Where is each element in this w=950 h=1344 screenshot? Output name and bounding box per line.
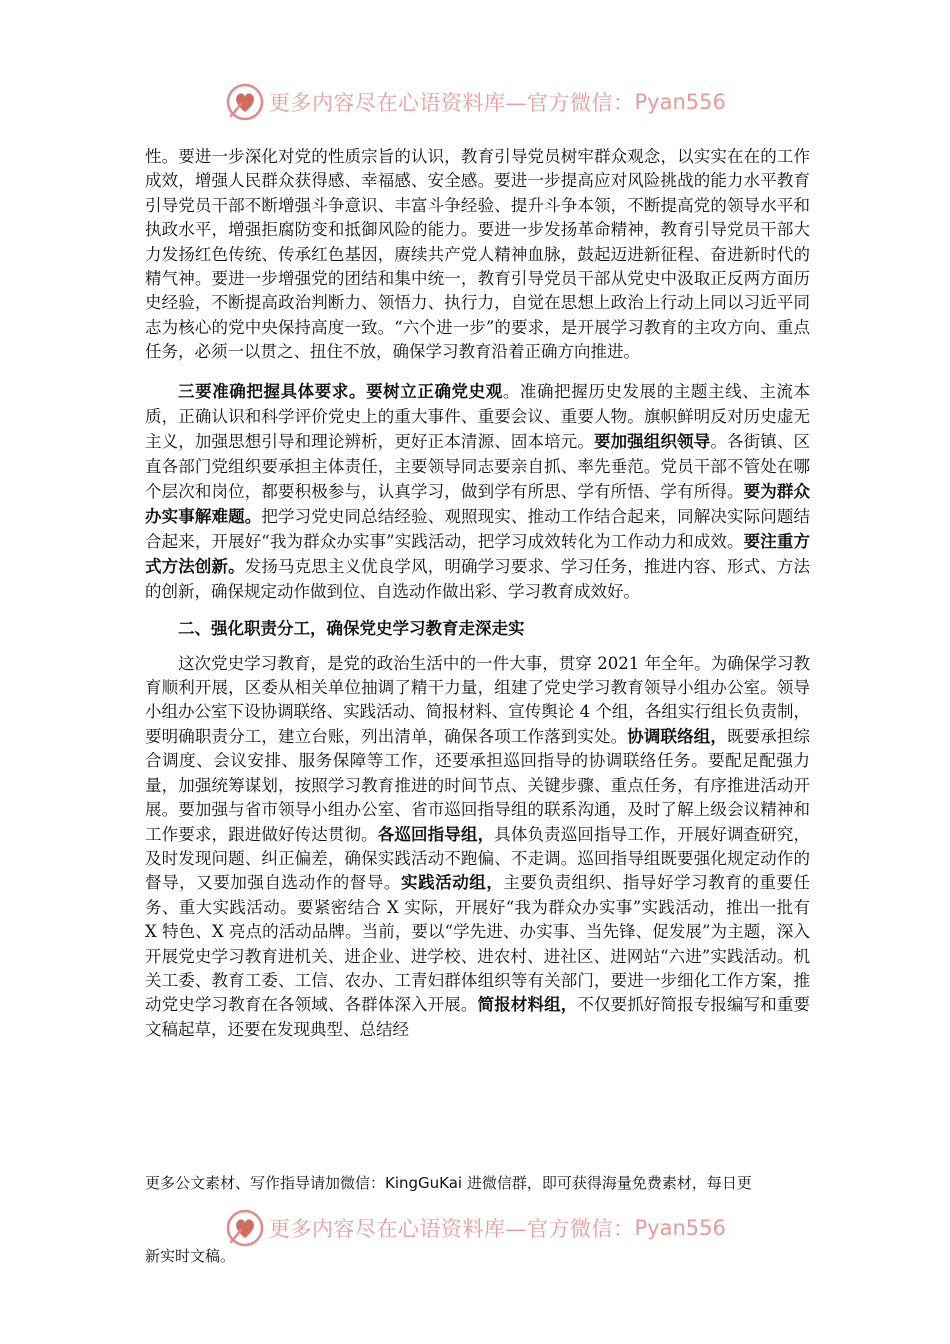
paragraph-text: 既要承担综合调度、会议安排、服务保障等工作，还要承担巡回指导的协调联络任务。要配足配强力量，加强统筹谋划，按照学习教育推进的时间节点、关键步骤、重点任务，有序推进活动开展。要加强与省市领导小组办公室、省市巡回指导组的联系沟通，及时了解上级会议精神和工作要求，跟进做好传达贯彻。 [145,726,811,844]
paragraph-text: 把学习党史同总结经验、观照现实、推动工作结合起来，同解决实际问题结合起来，开展好“我为群众办实事”实践活动，把学习成效转化为工作动力和成效。 [145,506,811,551]
watermark-account: Pyan556 [634,1216,726,1240]
bold-lead: 协调联络组， [627,726,727,746]
watermark-text: 更多内容尽在心语资料库—官方微信： [269,91,635,115]
paragraph-requirements [145,379,810,604]
paragraph-text: 。各街镇、区直各部门党组织要承担主体责任，主要领导同志要亲自抓、率先垂范。党员干部不管处在哪个层次和岗位，都要积极参与，认真学习，做到学有所思、学有所悟、学有所得。 [145,431,811,501]
watermark-text: 更多内容尽在心语资料库—官方微信： [269,1217,635,1241]
bold-lead: 三要准确把握具体要求。要树立正确党史观 [178,381,503,401]
paragraph-text: 。准确把握历史发展的主题主线、主流本质，正确认识和科学评价党史上的重大事件、重要会议、重要人物。旗帜鲜明反对历史虚无主义，加强思想引导和理论辨析，更好正本清源、固本培元。 [145,381,811,451]
bold-lead: 要注重方式方法创新。 [145,531,811,576]
bold-lead: 要加强组织领导 [593,431,711,451]
paragraph-responsibilities [145,652,810,1043]
bold-lead: 简报材料组， [477,995,578,1015]
footer-note-tail: 新实时文稿。 [145,1247,236,1265]
paragraph-text: 主要负责组织、指导好学习教育的重要任务、重大实践活动。要紧密结合 X 实际，开展好“我为群众办实事”实践活动，推出一批有 X 特色、X 亮点的活动品牌。当前，要以“学先进、办实事、当先锋、促发展”为主题，深入开展党史学习教育进机关、进企业、进学校、进农村、进社区、进网站“六进”实践活动。机关工委、教育工委、工信、农办、工青妇群体组织等有关部门，要进一步细化工作方案，推动党史学习教育在各领域、各群体深入开展。 [145,873,811,1015]
watermark-banner-top [225,80,726,124]
paragraph-text: 具体负责巡回指导工作，开展好调查研究，及时发现问题、纠正偏差，确保实践活动不跑偏、不走调。巡回指导组既要强化规定动作的督导，又要加强自选动作的督导。 [145,824,811,893]
section-heading: 二、强化职责分工，确保党史学习教育走深走实 [178,618,525,638]
bold-lead: 要为群众办实事解难题。 [145,481,811,526]
paragraph-text: 不仅要抓好简报专报编写和重要文稿起草，还要在发现典型、总结经 [145,995,811,1039]
paragraph-text: 这次党史学习教育，是党的政治生活中的一件大事，贯穿 2021 年全年。为确保学习教育顺利开展，区委从相关单位抽调了精干力量，组建了党史学习教育领导小组办公室。领导小组办公室下设协调联络、实践活动、简报材料、宣传舆论 4 个组，各组实行组长负责制，要明确职责分工，建立台账，列出清单，确保各项工作落到实处。 [145,653,810,746]
paragraph-text: 发扬马克思主义优良学风，明确学习要求、学习任务，推进内容、形式、方法的创新，确保规定动作做到位、自选动作做出彩、学习教育成效好。 [145,556,811,601]
paragraph-text: 性。要进一步深化对党的性质宗旨的认识，教育引导党员树牢群众观念，以实实在在的工作成效，增强人民群众获得感、幸福感、安全感。要进一步提高应对风险挑战的能力水平教育引导党员干部不断增强斗争意识、丰富斗争经验、提升斗争本领，不断提高党的领导水平和执政水平，增强拒腐防变和抵御风险的能力。要进一步发扬革命精神，教育引导党员干部大力发扬红色传统、传承红色基因，赓续共产党人精神血脉，鼓起迈进新征程、奋进新时代的精气神。要进一步增强党的团结和集中统一，教育引导党员干部从党史中汲取正反两方面历史经验，不断提高政治判断力、领悟力、执行力，自觉在思想上政治上行动上同以习近平同志为核心的党中央保持高度一致。“六个进一步”的要求，是开展学习教育的主攻方向、重点任务，必须一以贯之、扭住不放，确保学习教育沿着正确方向推进。 [145,147,810,362]
paragraph-continuation [145,145,810,365]
document-body [145,145,810,1042]
bold-lead: 各巡回指导组， [377,824,495,844]
heart-logo-icon [225,82,265,122]
bold-lead: 实践活动组， [401,873,504,893]
watermark-account: Pyan556 [634,90,726,114]
heart-logo-icon [225,1208,265,1248]
watermark-banner-bottom [225,1206,726,1250]
footer-note: 更多公文素材、写作指导请加微信：KingGuKai 进微信群，即可获得海量免费素材，每日更 [145,1174,752,1192]
